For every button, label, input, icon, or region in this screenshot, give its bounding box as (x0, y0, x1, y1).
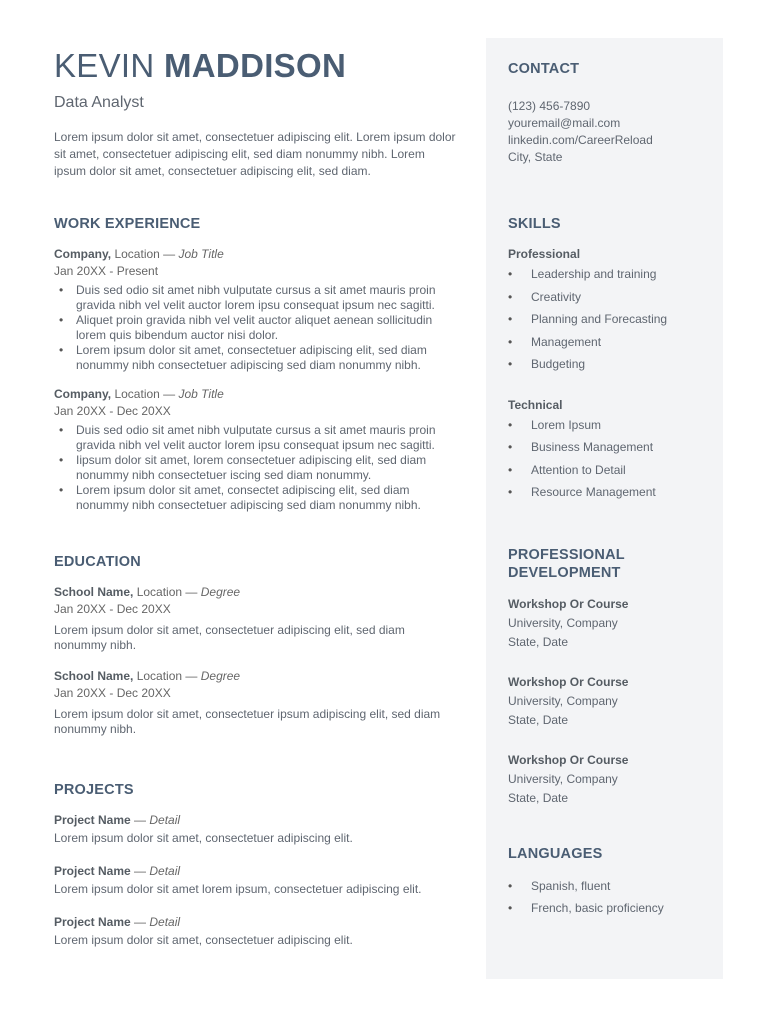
main-column (54, 46, 459, 948)
languages-list (508, 875, 708, 920)
job-company: Company, (54, 247, 112, 261)
list-item: • Resource Management (508, 481, 708, 504)
job-entry (54, 386, 459, 513)
project-description: Lorem ipsum dolor sit amet, consectetuer adipiscing elit. (54, 831, 353, 845)
job-bullets (54, 423, 459, 513)
list-item: • Leadership and training (508, 263, 708, 286)
skills-technical-heading: Technical (508, 397, 563, 412)
job-title: Job Title (178, 387, 224, 401)
prodev-heading-line1: PROFESSIONAL (508, 546, 625, 563)
list-item: • Spanish, fluent (508, 875, 708, 898)
project-entry (54, 812, 459, 846)
last-name: MADDISON (164, 47, 347, 84)
education-description: Lorem ipsum dolor sit amet, consectetuer ipsum adipiscing elit, sed diam nonummy nibh. (54, 707, 441, 736)
job-entry (54, 246, 459, 373)
project-header (54, 914, 459, 931)
contact-email: youremail@mail.com (508, 116, 621, 130)
school-location: Location — (133, 669, 201, 683)
workshop-organization: University, Company (508, 615, 618, 630)
summary: Lorem ipsum dolor sit amet, consectetuer adipiscing elit. Lorem ipsum dolor sit amet, consectetuer adipiscing elit, sed diam nonummy nibh. Lorem ipsum dolor sit amet, consectetuer adipiscing elit, sed diam. (54, 130, 456, 178)
workshop-title: Workshop Or Course (508, 752, 629, 767)
workshop-entry (508, 594, 708, 653)
projects-heading: PROJECTS (54, 782, 134, 798)
project-separator: — (130, 864, 150, 878)
project-detail: Detail (149, 864, 181, 878)
project-name: Project Name (54, 915, 131, 929)
project-separator: — (130, 915, 150, 929)
education-dates: Jan 20XX - Dec 20XX (54, 686, 171, 700)
list-item: • Business Management (508, 436, 708, 459)
workshop-entry (508, 672, 708, 731)
project-entry (54, 863, 459, 897)
job-company: Company, (54, 387, 112, 401)
education-heading: EDUCATION (54, 554, 141, 570)
job-header (54, 386, 459, 403)
sidebar (508, 60, 708, 920)
candidate-name (54, 46, 459, 86)
contact-details (508, 98, 708, 166)
job-location: Location — (111, 387, 179, 401)
education-entry (54, 668, 459, 737)
work-experience-heading: WORK EXPERIENCE (54, 216, 201, 232)
list-item: • French, basic proficiency (508, 897, 708, 920)
project-header (54, 863, 459, 880)
list-item: • Attention to Detail (508, 459, 708, 482)
list-item: • Aliquet proin gravida nibh vel velit auctor aliquet aenean sollicitudin lorem quis bibendum auctor nisi dolor. (54, 313, 459, 343)
workshop-organization: University, Company (508, 693, 618, 708)
project-header (54, 812, 459, 829)
prodev-heading-line2: DEVELOPMENT (508, 564, 621, 581)
workshop-entry (508, 750, 708, 809)
contact-location: City, State (508, 150, 563, 164)
project-separator: — (130, 813, 150, 827)
education-header (54, 668, 459, 685)
job-bullets (54, 283, 459, 373)
education-description: Lorem ipsum dolor sit amet, consectetuer adipiscing elit, sed diam nonummy nibh. (54, 623, 405, 652)
list-item: • Management (508, 331, 708, 354)
workshop-place-date: State, Date (508, 713, 569, 727)
school-name: School Name, (54, 585, 134, 599)
list-item: • Creativity (508, 286, 708, 309)
project-detail: Detail (149, 813, 181, 827)
contact-heading: CONTACT (508, 61, 580, 77)
project-description: Lorem ipsum dolor sit amet, consectetuer adipiscing elit. (54, 933, 353, 947)
skills-heading: SKILLS (508, 216, 561, 232)
school-location: Location — (133, 585, 201, 599)
professional-development-heading (508, 546, 708, 582)
workshop-title: Workshop Or Course (508, 674, 629, 689)
languages-heading: LANGUAGES (508, 845, 603, 862)
workshop-title: Workshop Or Course (508, 596, 629, 611)
list-item: • Duis sed odio sit amet nibh vulputate cursus a sit amet mauris proin gravida nibh vel velit auctor lorem ipsu consequat ipsum nec sagitti. (54, 423, 459, 453)
job-location: Location — (111, 247, 179, 261)
list-item: • Planning and Forecasting (508, 308, 708, 331)
education-entry (54, 584, 459, 653)
list-item: • Lorem ipsum dolor sit amet, consectet adipiscing elit, sed diam nonummy nibh consectetuer adipiscing sed diam nonummy nibh. (54, 483, 459, 513)
project-name: Project Name (54, 864, 131, 878)
technical-skills-list (508, 414, 708, 504)
list-item: • Budgeting (508, 353, 708, 376)
workshop-organization: University, Company (508, 771, 618, 786)
school-name: School Name, (54, 669, 134, 683)
project-entry (54, 914, 459, 948)
project-detail: Detail (149, 915, 181, 929)
education-dates: Jan 20XX - Dec 20XX (54, 602, 171, 616)
contact-phone: (123) 456-7890 (508, 99, 591, 113)
list-item: • Duis sed odio sit amet nibh vulputate cursus a sit amet mauris proin gravida nibh vel velit auctor lorem ipsu consequat ipsum nec sagitti. (54, 283, 459, 313)
list-item: • Lorem Ipsum (508, 414, 708, 437)
list-item: • Lorem ipsum dolor sit amet, consectetuer adipiscing elit, sed diam nonummy nibh consectetuer adipiscing sed diam nonummy nibh. (54, 343, 459, 373)
workshop-place-date: State, Date (508, 791, 569, 805)
project-name: Project Name (54, 813, 131, 827)
degree: Degree (200, 669, 241, 683)
education-header (54, 584, 459, 601)
skills-professional-heading: Professional (508, 247, 581, 261)
job-role: Data Analyst (54, 94, 144, 111)
degree: Degree (200, 585, 241, 599)
job-title: Job Title (178, 247, 224, 261)
job-dates: Jan 20XX - Dec 20XX (54, 404, 171, 418)
list-item: • Iipsum dolor sit amet, lorem consectetuer adipiscing elit, sed diam nonummy nibh consectetuer iscing sed diam nonummy. (54, 453, 459, 483)
job-dates: Jan 20XX - Present (54, 264, 159, 278)
workshop-place-date: State, Date (508, 635, 569, 649)
professional-skills-list (508, 263, 708, 376)
contact-linkedin: linkedin.com/CareerReload (508, 133, 653, 147)
project-description: Lorem ipsum dolor sit amet lorem ipsum, consectetuer adipiscing elit. (54, 882, 422, 896)
first-name: KEVIN (54, 47, 155, 84)
job-header (54, 246, 459, 263)
